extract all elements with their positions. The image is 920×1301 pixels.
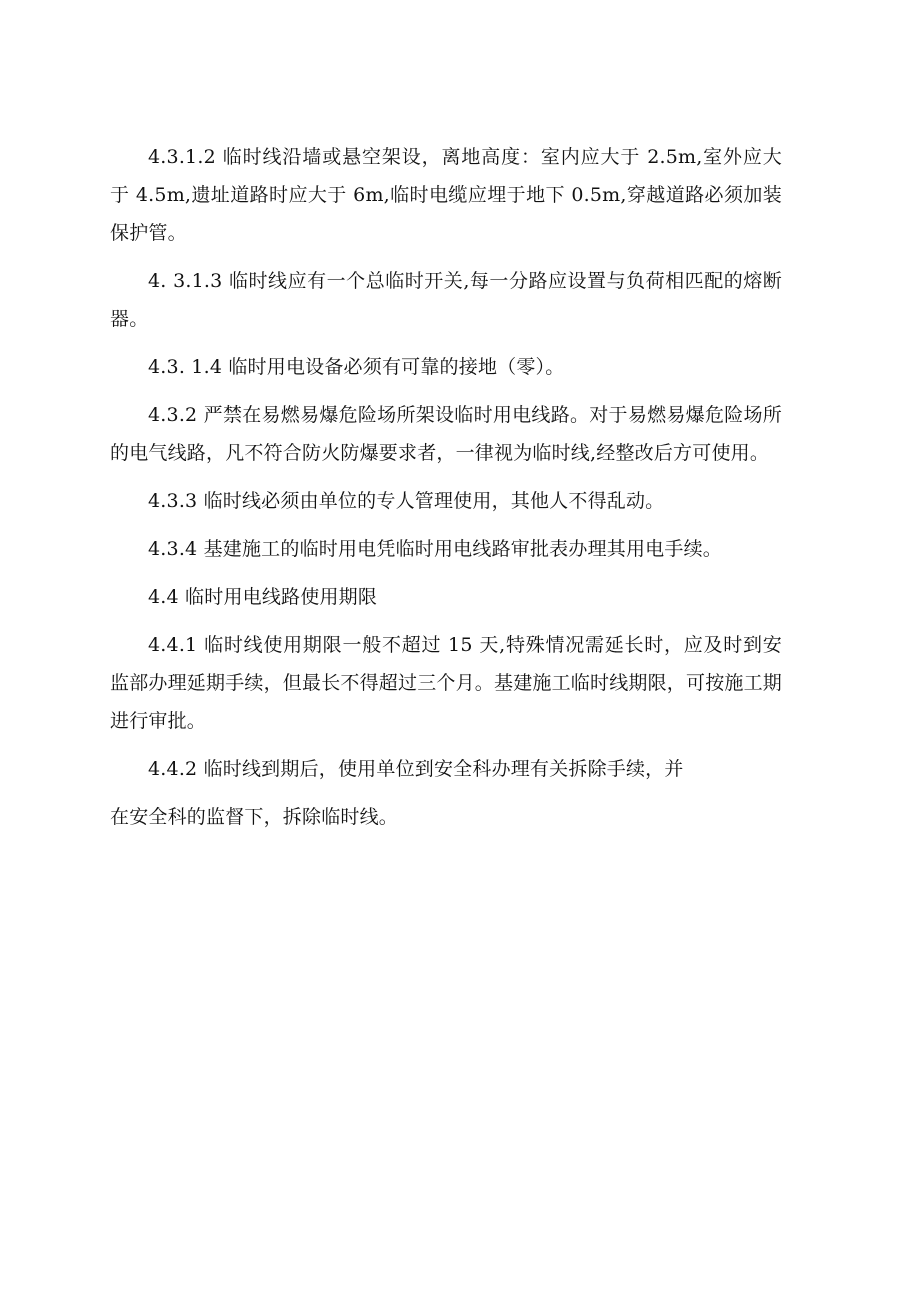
paragraph-4-3-1-2: 4.3.1.2 临时线沿墙或悬空架设，离地高度：室内应大于 2.5m,室外应大于 4.5m,遗址道路时应大于 6m,临时电缆应埋于地下 0.5m,穿越道路必须加装保护管。 [110,146,782,244]
section-heading-4-4: 4.4 临时用电线路使用期限 [148,586,378,608]
paragraph-4-3-1-4: 4.3. 1.4 临时用电设备必须有可靠的接地（零）。 [148,356,565,378]
paragraph-4-3-4: 4.3.4 基建施工的临时用电凭临时用电线路审批表办理其用电手续。 [148,538,722,560]
document-page [110,138,782,846]
paragraph-4-4-2-continuation: 在安全科的监督下，拆除临时线。 [110,806,399,828]
paragraph-4-3-3: 4.3.3 临时线必须由单位的专人管理使用，其他人不得乱动。 [148,490,665,512]
paragraph-4-3-2: 4.3.2 严禁在易燃易爆危险场所架设临时用电线路。对于易燃易爆危险场所的电气线路，凡不符合防火防爆要求者，一律视为临时线,经整改后方可使用。 [110,404,782,464]
paragraph-4-3-1-3: 4. 3.1.3 临时线应有一个总临时开关,每一分路应设置与负荷相匹配的熔断器。 [110,270,782,330]
paragraph-4-4-1: 4.4.1 临时线使用期限一般不超过 15 天,特殊情况需延长时，应及时到安监部办理延期手续，但最长不得超过三个月。基建施工临时线期限，可按施工期进行审批。 [110,634,783,732]
paragraph-4-4-2: 4.4.2 临时线到期后，使用单位到安全科办理有关拆除手续，并 [148,758,684,780]
